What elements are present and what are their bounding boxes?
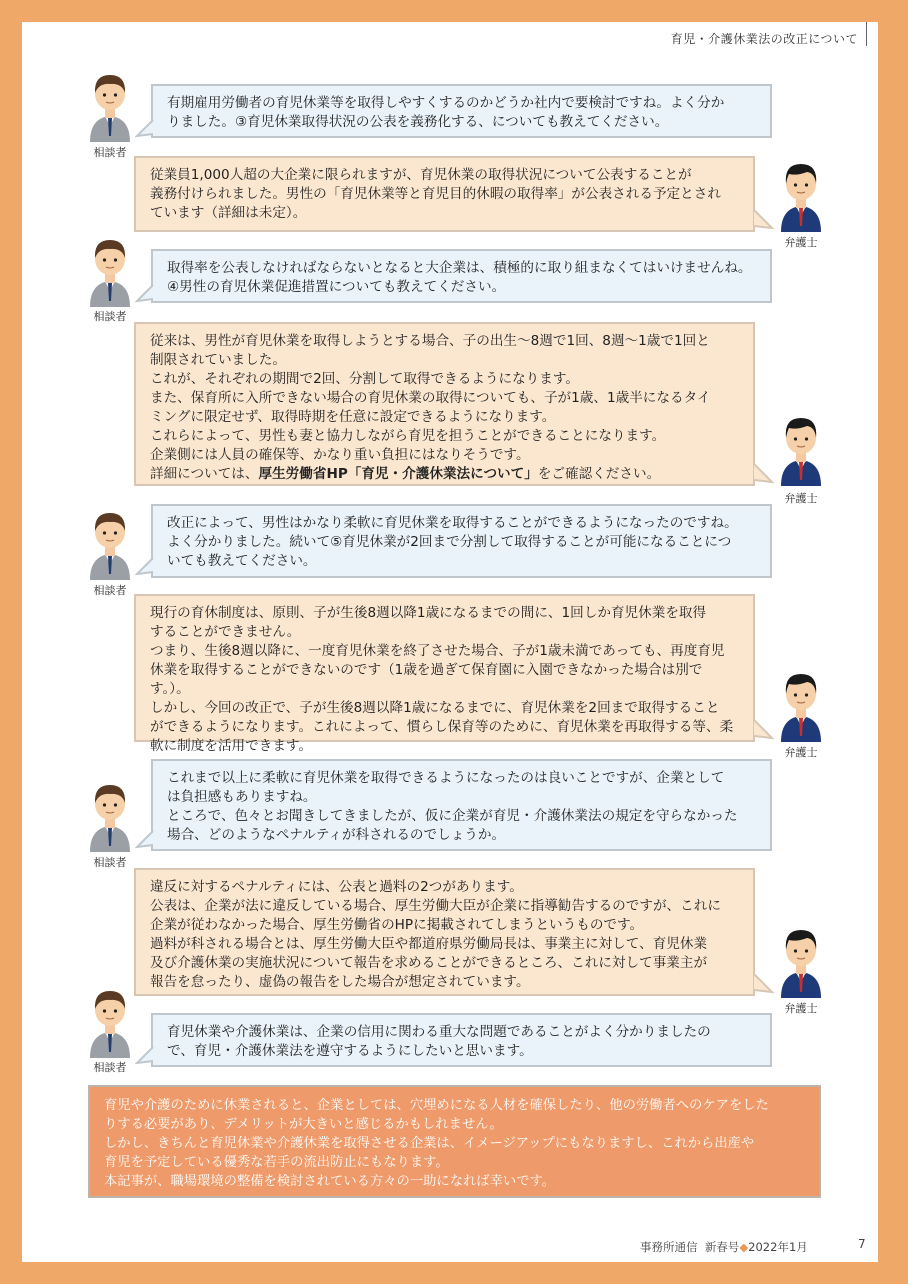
line-suffix: をご確認ください。	[537, 466, 661, 482]
bubble-line: これが、それぞれの期間で2回、分割して取得できるようになります。	[150, 371, 579, 387]
client-label: 相談者	[93, 310, 127, 323]
bubble-line: ところで、色々とお聞きしてきましたが、仮に企業が育児・介護休業法の規定を守らなかった	[167, 808, 738, 824]
client-bubble	[151, 84, 772, 138]
bubble-line: 軟に制度を活用できます。	[150, 738, 313, 754]
bubble-tail	[135, 558, 155, 578]
lawyer-avatar-icon	[777, 922, 825, 998]
bubble-line: ④男性の育児休業促進措置についても教えてください。	[167, 279, 506, 295]
bubble-line: 制限されていました。	[150, 352, 286, 368]
bubble-tail	[135, 1047, 155, 1067]
bubble-line: 及び介護休業の実施状況について報告を求めることができるところ、これに対して事業主が	[150, 955, 708, 971]
bubble-line: で、育児・介護休業法を遵守するようにしたいと思います。	[167, 1043, 533, 1059]
bubble-line: つまり、生後8週以降に、一度育児休業を終了させた場合、子が1歳未満であっても、再度育児	[150, 643, 725, 659]
summary-line: 育児を予定している優秀な若手の流出防止にもなります。	[104, 1155, 449, 1170]
bubble-line: 公表は、企業が法に違反している場合、厚生労働大臣が企業に指導勧告するのですが、これに	[150, 898, 721, 914]
bubble-line: 義務付けられました。男性の「育児休業等と育児目的休暇の取得率」が公表される予定とされ	[150, 186, 721, 202]
bubble-tail	[135, 831, 155, 851]
bubble-line: 従来は、男性が育児休業を取得しようとする場合、子の出生～8週で1回、8週～1歳で1回と	[150, 333, 710, 349]
diamond-icon: ◆	[739, 1240, 749, 1254]
client-label: 相談者	[93, 1061, 127, 1074]
bubble-line: 従業員1,000人超の大企業に限られますが、育児休業の取得状況について公表することが	[150, 167, 692, 183]
bubble-line: また、保育所に入所できない場合の育児休業の取得についても、子が1歳、1歳半になるタイ	[150, 390, 711, 406]
bubble-tail	[752, 210, 774, 232]
lawyer-label: 弁護士	[784, 746, 818, 759]
client-avatar-icon	[86, 504, 134, 580]
bubble-line: 報告を怠ったり、虚偽の報告をした場合が想定されています。	[150, 974, 530, 990]
summary-line: しかし、きちんと育児休業や介護休業を取得させる企業は、イメージアップにもなりますし、これから出産や	[104, 1136, 755, 1151]
bubble-line: 企業側には人員の確保等、かなり重い負担にはなりそうです。	[150, 447, 530, 463]
bubble-line: ができるようになります。これによって、慣らし保育等のために、育児休業を再取得する等、柔	[150, 719, 734, 735]
footer-newsletter: 事務所通信	[640, 1240, 698, 1254]
bubble-line: 育児休業や介護休業は、企業の信用に関わる重大な問題であることがよく分かりましたの	[167, 1024, 711, 1040]
bubble-line: 休業を取得することができないのです（1歳を過ぎて保育園に入園できなかった場合は別です。）。	[150, 662, 703, 697]
bubble-line: 場合、どのようなペナルティが科されるのでしょうか。	[167, 827, 506, 843]
lawyer-label: 弁護士	[784, 1002, 818, 1015]
summary-line: 本記事が、職場環境の整備を検討されている方々の一助になれば幸いです。	[104, 1174, 556, 1189]
bubble-line: 有期雇用労働者の育児休業等を取得しやすくするのかどうか社内で要検討ですね。よく分か	[167, 95, 725, 111]
client-avatar-icon	[86, 776, 134, 852]
header-title: 育児・介護休業法の改正について	[670, 32, 858, 46]
bubble-line: 過料が科される場合とは、厚生労働大臣や都道府県労働局長は、事業主に対して、育児休業	[150, 936, 708, 952]
bubble-line: 現行の育休制度は、原則、子が生後8週以降1歳になるまでの間に、1回しか育児休業を取得	[150, 605, 707, 621]
bubble-tail	[135, 120, 155, 140]
footer-date: 2022年1月	[748, 1240, 808, 1254]
lawyer-label: 弁護士	[784, 236, 818, 249]
client-bubble	[151, 1013, 772, 1067]
lawyer-bubble	[134, 322, 755, 486]
lawyer-avatar-icon	[777, 410, 825, 486]
bubble-line: これらによって、男性も妻と協力しながら育児を担うことができることになります。	[150, 428, 666, 444]
bubble-line: 違反に対するペナルティには、公表と過料の2つがあります。	[150, 879, 523, 895]
client-label: 相談者	[93, 146, 127, 159]
footer-issue: 新春号	[704, 1240, 740, 1254]
lawyer-bubble	[134, 156, 755, 232]
bubble-line: 企業が従わなかった場合、厚生労働省のHPに掲載されてしまうというものです。	[150, 917, 644, 933]
bubble-tail	[752, 974, 774, 996]
side-strip	[878, 0, 908, 1284]
bubble-line: することができません。	[150, 624, 301, 640]
footer	[640, 1239, 808, 1255]
header-rule	[866, 22, 867, 46]
bubble-line: 改正によって、男性はかなり柔軟に育児休業を取得することができるようになったのですね。	[167, 515, 738, 531]
summary-line: 育児や介護のために休業されると、企業としては、穴埋めになる人材を確保したり、他の労働者へのケアをした	[104, 1098, 769, 1113]
bubble-line: りました。③育児休業取得状況の公表を義務化する、についても教えてください。	[167, 114, 669, 130]
bubble-tail	[752, 720, 774, 742]
client-avatar-icon	[86, 66, 134, 142]
lawyer-label: 弁護士	[784, 492, 818, 505]
bubble-line: しかし、今回の改正で、子が生後8週以降1歳になるまでに、育児休業を2回まで取得すること	[150, 700, 720, 716]
mhlw-link[interactable]: 厚生労働省HP「育児・介護休業法について」	[258, 466, 538, 482]
bubble-tail	[135, 285, 155, 305]
bubble-line	[150, 465, 739, 484]
page-number: 7	[858, 1237, 866, 1251]
client-bubble	[151, 249, 772, 303]
bubble-line: これまで以上に柔軟に育児休業を取得できるようになったのは良いことですが、企業として	[167, 770, 725, 786]
client-label: 相談者	[93, 584, 127, 597]
client-label: 相談者	[93, 856, 127, 869]
bubble-line: いても教えてください。	[167, 553, 317, 569]
summary-box	[88, 1085, 821, 1198]
bubble-line: は負担感もありますね。	[167, 789, 317, 805]
summary-line: りする必要があり、デメリットが大きいと感じるかもしれません。	[104, 1117, 503, 1132]
bubble-line: ています（詳細は未定）。	[150, 205, 307, 221]
bubble-line: 取得率を公表しなければならないとなると大企業は、積極的に取り組まなくてはいけませんね。	[167, 260, 752, 276]
bubble-line: ミングに限定せず、取得時期を任意に設定できるようになります。	[150, 409, 556, 425]
lawyer-bubble	[134, 868, 755, 996]
lawyer-bubble	[134, 594, 755, 754]
client-bubble	[151, 759, 772, 851]
bubble-line: よく分かりました。続いて⑤育児休業が2回まで分割して取得することが可能になることにつ	[167, 534, 732, 550]
lawyer-avatar-icon	[777, 666, 825, 742]
client-bubble	[151, 504, 772, 578]
client-avatar-icon	[86, 231, 134, 307]
line-prefix: 詳細については、	[150, 466, 259, 482]
client-avatar-icon	[86, 982, 134, 1058]
lawyer-avatar-icon	[777, 156, 825, 232]
bubble-tail	[752, 464, 774, 486]
